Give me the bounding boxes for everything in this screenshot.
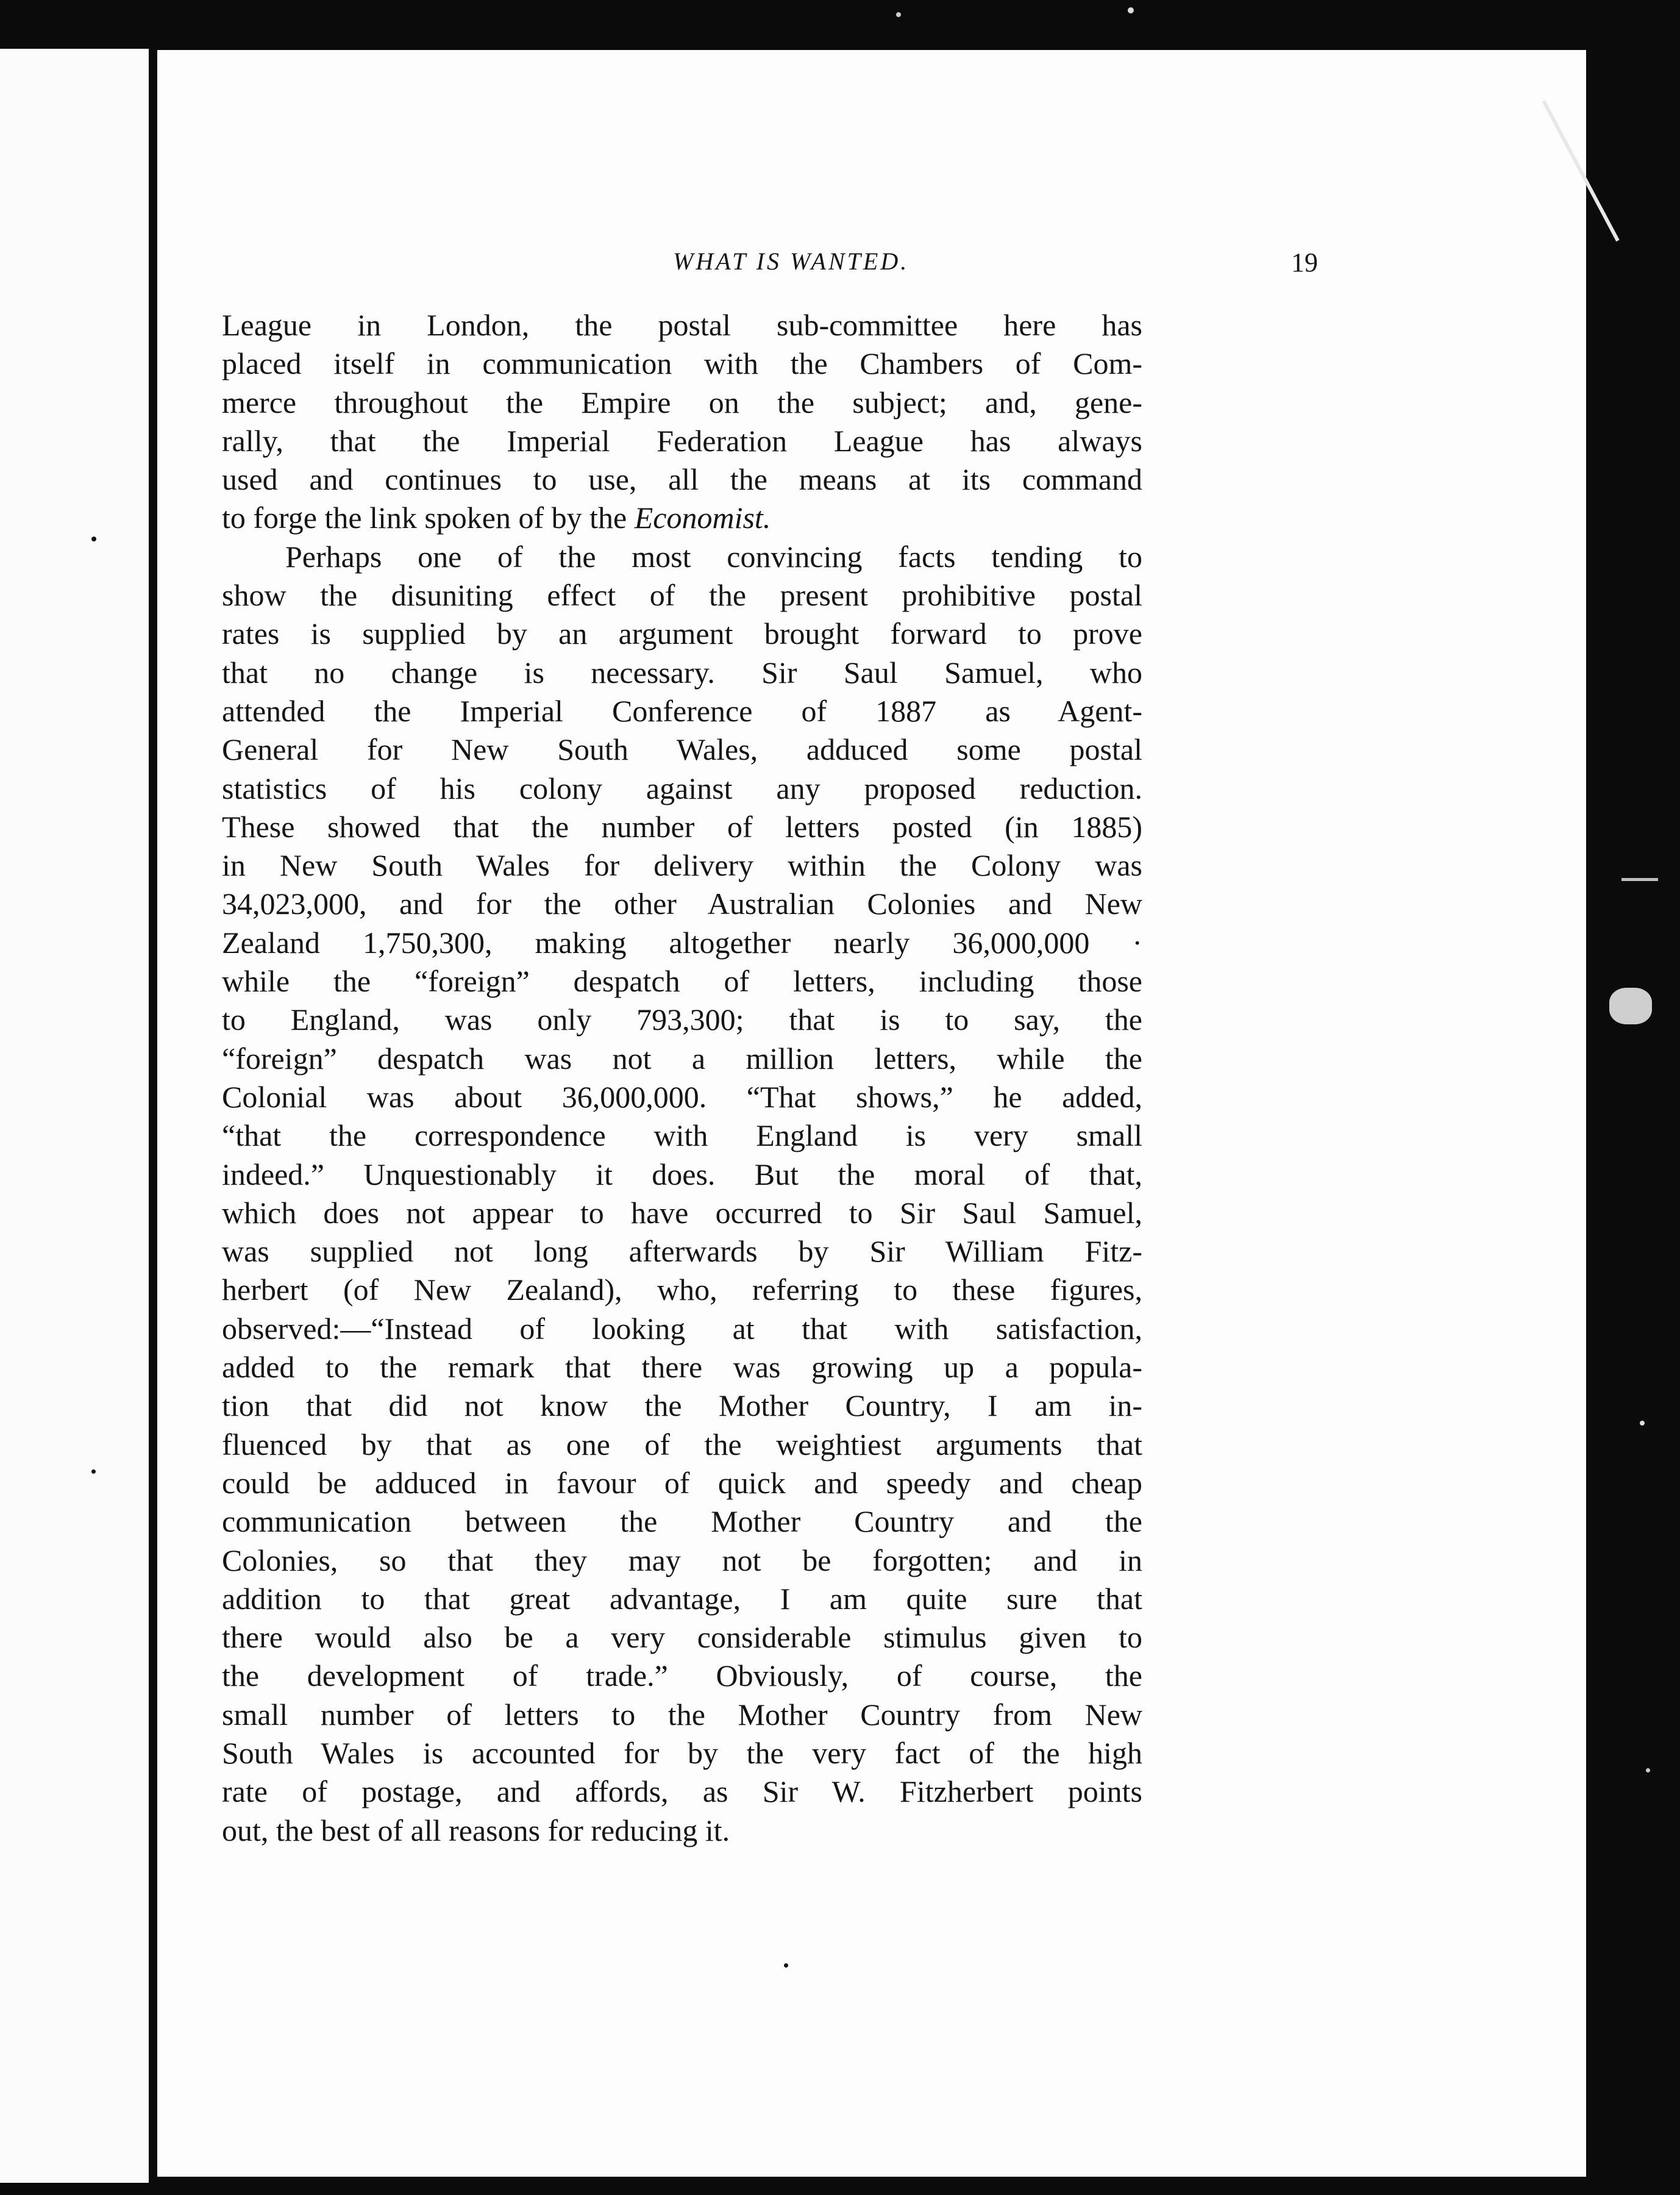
- page-gutter: [149, 52, 157, 2173]
- page-number: 19: [1291, 248, 1318, 277]
- previous-page-edge: [0, 49, 149, 2183]
- dust-speck: [1128, 7, 1134, 13]
- scan-scratch: [1609, 988, 1652, 1024]
- dust-speck: [896, 12, 901, 17]
- dust-speck: [784, 1963, 788, 1968]
- running-title: WHAT IS WANTED.: [673, 248, 909, 275]
- text-line: “foreign” despatch was not a million letters, while the: [222, 1041, 1142, 1076]
- text-line: indeed.” Unquestionably it does. But the moral of that,: [222, 1157, 1142, 1191]
- text-line: South Wales is accounted for by the very fact of the high: [222, 1735, 1142, 1770]
- text-line: small number of letters to the Mother Country from New: [222, 1697, 1142, 1732]
- text-line: rates is supplied by an argument brought forward to prove: [222, 616, 1142, 651]
- page-header: [222, 247, 1326, 308]
- text-line: out, the best of all reasons for reducing it.: [222, 1813, 730, 1847]
- text-line: there would also be a very considerable stimulus given to: [222, 1620, 1142, 1655]
- text-line: League in London, the postal sub-committee here has: [222, 308, 1142, 342]
- dust-speck: [1640, 1421, 1645, 1426]
- text-line: fluenced by that as one of the weightiest arguments that: [222, 1427, 1142, 1462]
- text-line: attended the Imperial Conference of 1887 as Agent-: [222, 693, 1142, 728]
- text-line: while the “foreign” despatch of letters, including those: [222, 964, 1142, 999]
- italic-title: Economist.: [634, 501, 771, 535]
- text-line: added to the remark that there was growing up a popula-: [222, 1350, 1142, 1385]
- text-line: rally, that the Imperial Federation League has always: [222, 423, 1142, 458]
- text-line: Colonial was about 36,000,000. “That shows,” he added,: [222, 1079, 1142, 1114]
- text-line: placed itself in communication with the Chambers of Com-: [222, 346, 1142, 381]
- text-line: to England, was only 793,300; that is to say, the: [222, 1002, 1142, 1037]
- text-line: These showed that the number of letters posted (in 1885): [222, 809, 1142, 844]
- text-line: Zealand 1,750,300, making altogether nearly 36,000,000 ·: [222, 925, 1142, 960]
- paragraph-start-line: Perhaps one of the most convincing facts tending to: [285, 539, 1142, 574]
- text-line: was supplied not long afterwards by Sir William Fitz-: [222, 1234, 1142, 1269]
- text-line: “that the correspondence with England is very small: [222, 1118, 1142, 1153]
- text-line: addition to that great advantage, I am quite sure that: [222, 1581, 1142, 1616]
- text-line: statistics of his colony against any proposed reduction.: [222, 771, 1142, 805]
- dust-speck: [91, 537, 96, 541]
- text-line: could be adduced in favour of quick and speedy and cheap: [222, 1465, 1142, 1500]
- scan-scratch: [1621, 878, 1658, 881]
- text-line: herbert (of New Zealand), who, referring to these figures,: [222, 1272, 1142, 1307]
- body-text: [222, 306, 1142, 1850]
- text-line: that no change is necessary. Sir Saul Samuel, who: [222, 655, 1142, 690]
- text-line: [222, 499, 1142, 537]
- text-line: used and continues to use, all the means at its command: [222, 462, 1142, 497]
- text-line: communication between the Mother Country and the: [222, 1504, 1142, 1539]
- text-line: General for New South Wales, adduced some postal: [222, 732, 1142, 767]
- text-line: Colonies, so that they may not be forgotten; and in: [222, 1543, 1142, 1577]
- text-line-part: to forge the link spoken of by the: [222, 501, 635, 535]
- text-line: show the disuniting effect of the present prohibitive postal: [222, 578, 1142, 613]
- text-line: observed:—“Instead of looking at that with satisfaction,: [222, 1311, 1142, 1346]
- text-line: the development of trade.” Obviously, of course, the: [222, 1658, 1142, 1693]
- dust-speck: [91, 1469, 96, 1474]
- text-line: tion that did not know the Mother Country, I am in-: [222, 1388, 1142, 1423]
- text-line: in New South Wales for delivery within the Colony was: [222, 848, 1142, 883]
- text-line: rate of postage, and affords, as Sir W. Fitzherbert points: [222, 1774, 1142, 1809]
- text-line: 34,023,000, and for the other Australian Colonies and New: [222, 887, 1142, 921]
- text-line: which does not appear to have occurred to Sir Saul Samuel,: [222, 1195, 1142, 1230]
- dust-speck: [1646, 1768, 1650, 1772]
- text-line: merce throughout the Empire on the subject; and, gene-: [222, 385, 1142, 419]
